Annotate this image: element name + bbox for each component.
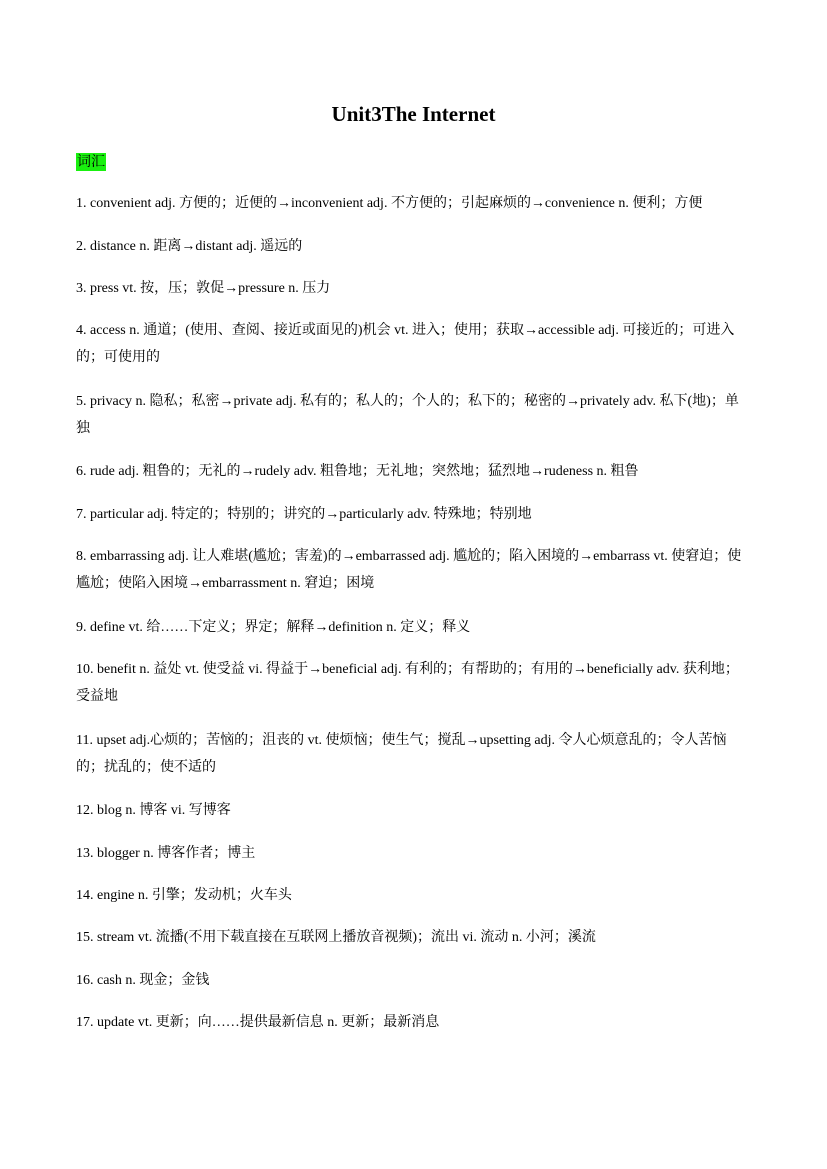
vocab-entry: 4. access n. 通道；(使用、查阅、接近或面见的)机会 vt. 进入；使用；获取→accessible adj. 可接近的；可进入的；可使用的 bbox=[76, 323, 735, 365]
vocab-entry: 8. embarrassing adj. 让人难堪(尴尬；害羞)的→embarrassed adj. 尴尬的；陷入困境的→embarrass vt. 使窘迫；使尴尬；使陷入困境→embarrassment n. 窘迫；困境 bbox=[76, 549, 742, 591]
vocab-entry: 7. particular adj. 特定的；特别的；讲究的→particularly adv. 特殊地；特别地 bbox=[76, 507, 532, 522]
vocab-entry: 5. privacy n. 隐私；私密→private adj. 私有的；私人的；个人的；私下的；秘密的→privately adv. 私下(地)；单独 bbox=[76, 394, 739, 436]
vocab-entry: 11. upset adj.心烦的；苦恼的；沮丧的 vt. 使烦恼；使生气；搅乱→upsetting adj. 令人心烦意乱的；令人苦恼的；扰乱的；使不适的 bbox=[76, 733, 727, 775]
vocab-entry: 1. convenient adj. 方便的；近便的→inconvenient adj. 不方便的；引起麻烦的→convenience n. 便利；方便 bbox=[76, 196, 703, 211]
vocab-entry: 3. press vt. 按，压；敦促→pressure n. 压力 bbox=[76, 281, 331, 296]
vocab-entry: 6. rude adj. 粗鲁的；无礼的→rudely adv. 粗鲁地；无礼地；突然地；猛烈地→rudeness n. 粗鲁 bbox=[76, 464, 639, 479]
vocab-entry: 17. update vt. 更新；向……提供最新信息 n. 更新；最新消息 bbox=[76, 1015, 440, 1030]
vocab-entry: 16. cash n. 现金；金钱 bbox=[76, 973, 210, 988]
vocab-entry: 14. engine n. 引擎；发动机；火车头 bbox=[76, 888, 292, 903]
section-label-vocabulary: 词汇 bbox=[77, 154, 105, 170]
vocab-entry: 12. blog n. 博客 vi. 写博客 bbox=[76, 803, 231, 818]
vocab-entry: 10. benefit n. 益处 vt. 使受益 vi. 得益于→beneficial adj. 有利的；有帮助的；有用的→beneficially adv. 获利地；受益地 bbox=[76, 662, 739, 704]
vocab-entry: 13. blogger n. 博客作者；博主 bbox=[76, 846, 256, 861]
page-title: Unit3The Internet bbox=[331, 102, 496, 126]
vocab-entry: 2. distance n. 距离→distant adj. 遥远的 bbox=[76, 239, 303, 254]
vocab-entry: 9. define vt. 给……下定义；界定；解释→definition n. 定义；释义 bbox=[76, 620, 471, 635]
vocab-entry: 15. stream vt. 流播(不用下载直接在互联网上播放音视频)；流出 vi. 流动 n. 小河；溪流 bbox=[76, 930, 596, 945]
